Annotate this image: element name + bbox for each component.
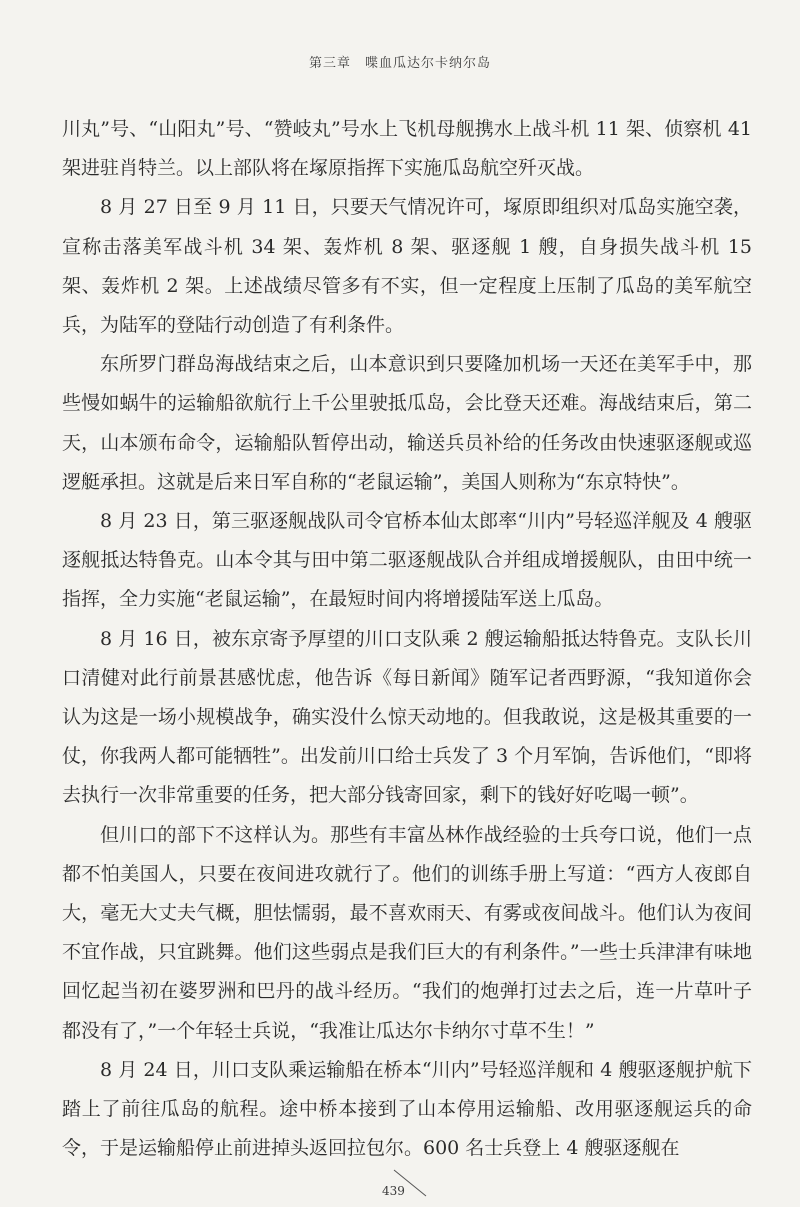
paragraph: 但川口的部下不这样认为。那些有丰富丛林作战经验的士兵夸口说，他们一点都不怕美国人，只要在夜间进攻就行了。他们的训练手册上写道：“西方人夜郎自大，毫无大丈夫气概，胆怯懦弱，最不喜欢雨天、有雾或夜间战斗。他们认为夜间不宜作战，只宜跳舞。他们这些弱点是我们巨大的有利条件。”一些士兵津津有味地回忆起当初在婆罗洲和巴丹的战斗经历。“我们的炮弹打过去之后，连一片草叶子都没有了，”一个年轻士兵说，“我准让瓜达尔卡纳尔寸草不生！” — [62, 823, 752, 1042]
running-header: 第三章 喋血瓜达尔卡纳尔岛 — [308, 56, 491, 71]
page-number: 439 — [382, 1184, 405, 1198]
page-footer — [0, 1168, 800, 1207]
paragraph: 川丸”号、“山阳丸”号、“赞岐丸”号水上飞机母舰携水上战斗机 11 架、侦察机 41 架进驻肖特兰。以上部队将在塚原指挥下实施瓜岛航空歼灭战。 — [62, 118, 752, 180]
paragraph: 东所罗门群岛海战结束之后，山本意识到只要隆加机场一天还在美军手中，那些慢如蜗牛的运输船欲航行上千公里驶抵瓜岛，会比登天还难。海战结束后，第二天，山本颁布命令，运输船队暂停出动，输送兵员补给的任务改由快速驱逐舰或巡逻艇承担。这就是后来日军自称的“老鼠运输”，美国人则称为“东京特快”。 — [62, 353, 752, 493]
paragraph: 8 月 16 日，被东京寄予厚望的川口支队乘 2 艘运输船抵达特鲁克。支队长川口清健对此行前景甚感忧虑，他告诉《每日新闻》随军记者西野源，“我知道你会认为这是一场小规模战争，确实没什么惊天动地的。但我敢说，这是极其重要的一仗，你我两人都可能牺牲”。出发前川口给士兵发了 3 个月军饷，告诉他们，“即将去执行一次非常重要的任务，把大部分钱寄回家，剩下的钱好好吃喝一顿”。 — [62, 627, 752, 807]
paragraph: 8 月 24 日，川口支队乘运输船在桥本“川内”号轻巡洋舰和 4 艘驱逐舰护航下踏上了前往瓜岛的航程。途中桥本接到了山本停用运输船、改用驱逐舰运兵的命令，于是运输船停止前进掉头返回拉包尔。600 名士兵登上 4 艘驱逐舰在 — [62, 1058, 752, 1160]
body-text — [62, 110, 752, 1168]
paragraph: 8 月 23 日，第三驱逐舰战队司令官桥本仙太郎率“川内”号轻巡洋舰及 4 艘驱逐舰抵达特鲁克。山本令其与田中第二驱逐舰战队合并组成增援舰队，由田中统一指挥，全力实施“老鼠运输”，在最短时间内将增援陆军送上瓜岛。 — [62, 510, 752, 611]
paragraph: 8 月 27 日至 9 月 11 日，只要天气情况许可，塚原即组织对瓜岛实施空袭，宣称击落美军战斗机 34 架、轰炸机 8 架、驱逐舰 1 艘，自身损失战斗机 15 架、轰炸机 2 架。上述战绩尽管多有不实，但一定程度上压制了瓜岛的美军航空兵，为陆军的登陆行动创造了有利条件。 — [62, 196, 752, 337]
